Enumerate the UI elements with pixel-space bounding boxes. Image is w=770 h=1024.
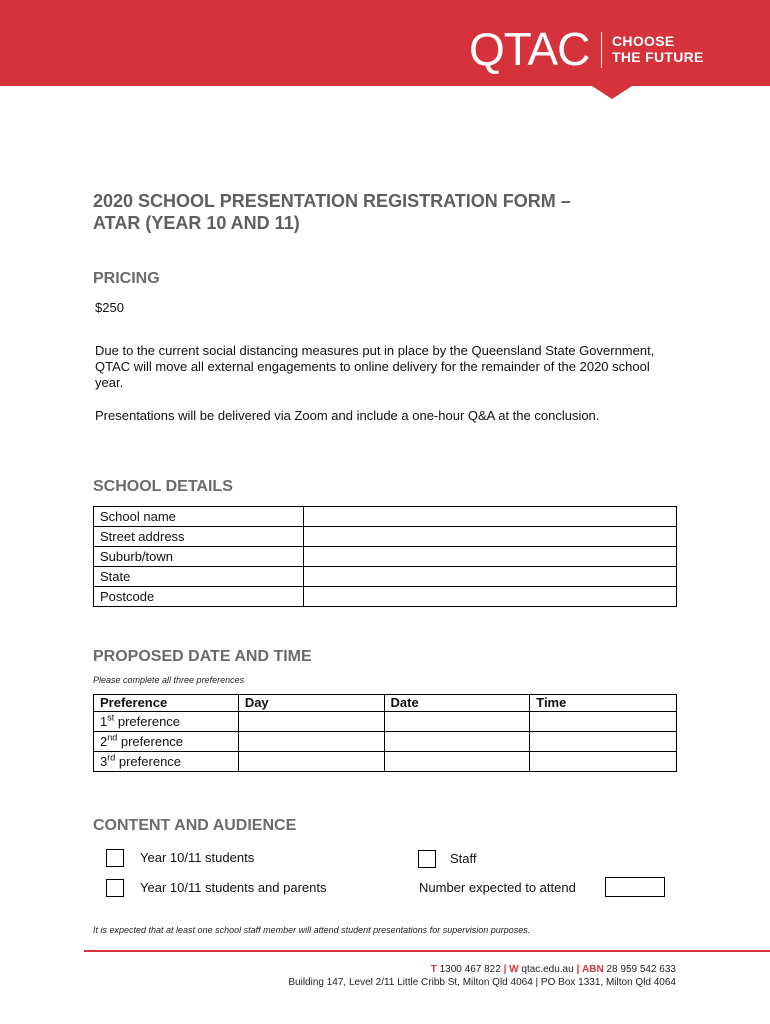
postcode-field[interactable] bbox=[303, 587, 676, 607]
form-title bbox=[93, 190, 713, 234]
pref-suffix: nd bbox=[107, 732, 118, 743]
col-header-day: Day bbox=[238, 695, 384, 712]
web-label: W bbox=[509, 964, 519, 975]
school-details-heading: SCHOOL DETAILS bbox=[93, 478, 233, 495]
form-title-line-1: 2020 SCHOOL PRESENTATION REGISTRATION FORM – bbox=[93, 191, 571, 211]
postcode-label: Postcode bbox=[94, 587, 304, 607]
brand-logo: QTAC bbox=[469, 23, 590, 75]
time-field[interactable] bbox=[530, 732, 677, 752]
preferences-table bbox=[93, 694, 677, 772]
school-name-field[interactable] bbox=[303, 507, 676, 527]
col-header-preference: Preference bbox=[94, 695, 239, 712]
preferences-note: Please complete all three preferences bbox=[93, 675, 245, 685]
col-header-date: Date bbox=[384, 695, 530, 712]
attend-count-input[interactable] bbox=[605, 877, 665, 897]
table-header-row bbox=[94, 695, 677, 712]
table-row bbox=[94, 587, 677, 607]
table-row bbox=[94, 732, 677, 752]
pref-suffix: st bbox=[107, 712, 115, 723]
preference-label bbox=[94, 732, 239, 752]
table-row bbox=[94, 547, 677, 567]
pref-number: 3 bbox=[100, 754, 108, 769]
preference-label bbox=[94, 752, 239, 772]
col-header-time: Time bbox=[530, 695, 677, 712]
year-students-label: Year 10/11 students bbox=[140, 850, 255, 865]
day-field[interactable] bbox=[238, 732, 384, 752]
table-row bbox=[94, 752, 677, 772]
separator: | bbox=[503, 964, 507, 975]
date-field[interactable] bbox=[384, 732, 530, 752]
pricing-heading: PRICING bbox=[93, 270, 160, 287]
attend-count-label: Number expected to attend bbox=[419, 880, 576, 895]
form-title-line-2: ATAR (YEAR 10 AND 11) bbox=[93, 213, 300, 233]
state-field[interactable] bbox=[303, 567, 676, 587]
pref-text: preference bbox=[117, 714, 181, 729]
day-field[interactable] bbox=[238, 712, 384, 732]
tagline-line-1: CHOOSE bbox=[612, 33, 675, 49]
pricing-paragraph-2: Presentations will be delivered via Zoom and include a one-hour Q&A at the conclusion. bbox=[95, 408, 600, 423]
price-value: $250 bbox=[95, 300, 124, 315]
day-field[interactable] bbox=[238, 752, 384, 772]
preference-label bbox=[94, 712, 239, 732]
supervision-note: It is expected that at least one school staff member will attend student presentations for supervision purposes. bbox=[93, 925, 531, 935]
brand-tagline bbox=[612, 33, 704, 65]
web-link[interactable]: qtac.edu.au bbox=[521, 964, 574, 975]
pricing-paragraph-1: Due to the current social distancing measures put in place by the Queensland State Government, QTAC will move all external engagements to online delivery for the remainder of the 2020 school year. bbox=[95, 343, 655, 390]
date-field[interactable] bbox=[384, 712, 530, 732]
pref-text: preference bbox=[120, 734, 184, 749]
date-field[interactable] bbox=[384, 752, 530, 772]
tagline-line-2: THE FUTURE bbox=[612, 49, 704, 65]
table-row bbox=[94, 567, 677, 587]
phone-number: 1300 467 822 bbox=[439, 964, 501, 975]
students-parents-checkbox[interactable] bbox=[106, 879, 124, 897]
proposed-heading: PROPOSED DATE AND TIME bbox=[93, 648, 312, 665]
school-details-table bbox=[93, 506, 677, 607]
suburb-label: Suburb/town bbox=[94, 547, 304, 567]
footer-contact bbox=[431, 964, 676, 975]
staff-checkbox[interactable] bbox=[418, 850, 436, 868]
abn-label: ABN bbox=[582, 964, 604, 975]
street-address-field[interactable] bbox=[303, 527, 676, 547]
pref-number: 2 bbox=[100, 734, 108, 749]
footer-address: Building 147, Level 2/11 Little Cribb St, Milton Qld 4064 | PO Box 1331, Milton Qld 4064 bbox=[288, 977, 676, 988]
students-parents-label: Year 10/11 students and parents bbox=[140, 880, 327, 895]
staff-label: Staff bbox=[450, 851, 477, 866]
street-address-label: Street address bbox=[94, 527, 304, 547]
logo-divider bbox=[601, 32, 602, 68]
pref-suffix: rd bbox=[107, 752, 116, 763]
abn-number: 28 959 542 633 bbox=[606, 964, 676, 975]
year-students-checkbox[interactable] bbox=[106, 849, 124, 867]
phone-label: T bbox=[430, 964, 437, 975]
time-field[interactable] bbox=[530, 712, 677, 732]
time-field[interactable] bbox=[530, 752, 677, 772]
table-row bbox=[94, 507, 677, 527]
table-row bbox=[94, 712, 677, 732]
footer-rule bbox=[84, 950, 770, 952]
table-row bbox=[94, 527, 677, 547]
separator: | bbox=[576, 964, 580, 975]
banner-notch bbox=[592, 86, 632, 99]
state-label: State bbox=[94, 567, 304, 587]
school-name-label: School name bbox=[94, 507, 304, 527]
pref-number: 1 bbox=[100, 714, 108, 729]
suburb-field[interactable] bbox=[303, 547, 676, 567]
content-heading: CONTENT AND AUDIENCE bbox=[93, 817, 297, 834]
pref-text: preference bbox=[118, 754, 182, 769]
